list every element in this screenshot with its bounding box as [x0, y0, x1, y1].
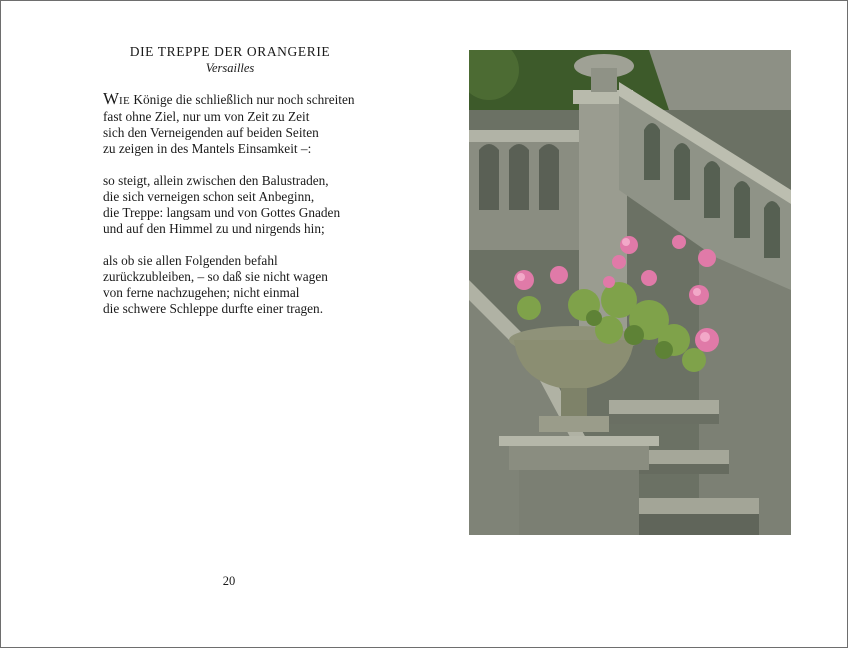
stanza-2 [103, 173, 393, 237]
page-number: 20 [222, 574, 236, 588]
poem-line: sich den Verneigenden auf beiden Seiten [103, 125, 319, 140]
stanza-1 [103, 91, 393, 157]
poem-line: so steigt, allein zwischen den Balustraden, [103, 173, 329, 188]
poem-line: als ob sie allen Folgenden befahl [103, 253, 278, 268]
poem-line: die schwere Schleppe durfte einer tragen. [103, 301, 324, 316]
poem-line: fast ohne Ziel, nur um von Zeit zu Zeit [103, 109, 310, 124]
stanza-3 [103, 253, 393, 317]
poem-line: zu zeigen in des Mantels Einsamkeit –: [103, 141, 312, 156]
poem-text [103, 91, 393, 333]
poem-line: von ferne nachzugehen; nicht einmal [103, 285, 300, 300]
poem-line: zurückzubleiben, – so daß sie nicht wagen [103, 269, 328, 284]
initial-letter: W [103, 89, 120, 108]
staircase-illustration [469, 50, 791, 535]
initial-smallcaps: IE [119, 95, 131, 107]
staircase-photo [469, 50, 791, 535]
poem-line: und auf den Himmel zu und nirgends hin; [103, 221, 325, 236]
poem-line: die sich verneigen schon seit Anbeginn, [103, 189, 315, 204]
poem-subtitle: Versailles [205, 61, 255, 75]
poem-title: DIE TREPPE DER ORANGERIE [129, 44, 331, 59]
first-line-text: Könige die schließlich nur noch schreiten [130, 92, 355, 107]
poem-line: die Treppe: langsam und von Gottes Gnaden [103, 205, 341, 220]
poem-line [103, 91, 393, 109]
